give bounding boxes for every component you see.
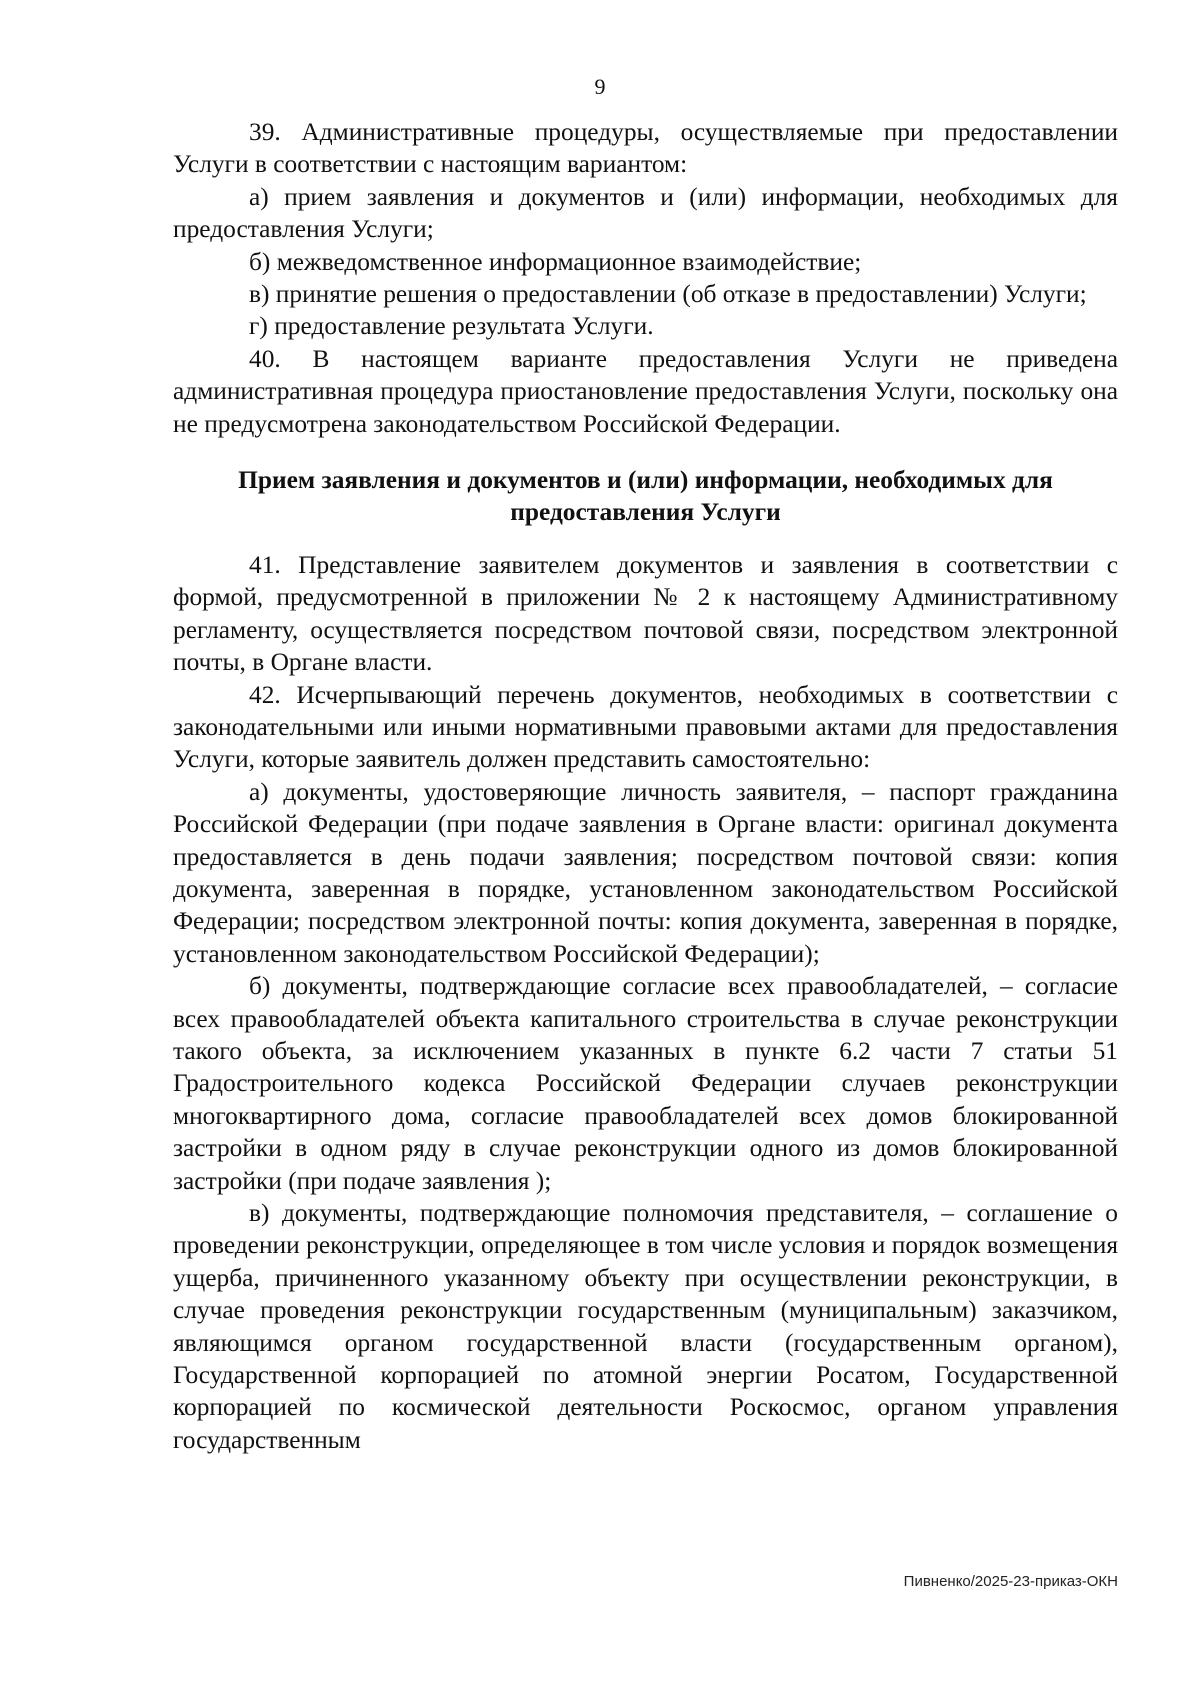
document-footer-code: Пивненко/2025-23-приказ-ОКН [903, 1573, 1118, 1590]
doc-item-b: б) документы, подтверждающие согласие всех правообладателей, – согласие всех правообладателей объекта капитального строительства в случае реконструкции такого объекта, за исключением указанных в пункте 6.2 части 7 статьи 51 Градостроительного кодекса Российской Федерации случаев реконструкции многоквартирного дома, согласие правообладателей всех домов блокированной застройки в одном ряду в случае реконструкции одного из домов блокированной застройки (при подаче заявления ); [173, 972, 1118, 1195]
paragraph-40: 40. В настоящем варианте предоставления Услуги не приведена административная процедура приостановление предоставления Услуги, поскольку она не предусмотрена законодательством Российской Федерации. [173, 344, 1118, 438]
doc-item-v: в) документы, подтверждающие полномочия представителя, – соглашение о проведении реконструкции, определяющее в том числе условия и порядок возмещения ущерба, причиненного указанному объекту при осуществлении реконструкции, в случае проведения реконструкции государственным (муниципальным) заказчиком, являющимся органом государственной власти (государственным органом), Государственной корпорацией по атомной энергии Росатом, Государственной корпорацией по космической деятельности Роскосмос, органом управления государственным [173, 1199, 1118, 1454]
list-item-g: г) предоставление результата Услуги. [249, 312, 654, 341]
list-item-v: в) принятие решения о предоставлении (об отказе в предоставлении) Услуги; [249, 280, 1087, 309]
paragraph-42: 42. Исчерпывающий перечень документов, необходимых в соответствии с законодательными или иными нормативными правовыми актами для предоставления Услуги, которые заявитель должен представить самостоятельно: [173, 680, 1118, 774]
paragraph-39: 39. Административные процедуры, осуществляемые при предоставлении Услуги в соответствии с настоящим вариантом: [173, 118, 1118, 179]
doc-item-a: а) документы, удостоверяющие личность заявителя, – паспорт гражданина Российской Федерации (при подаче заявления в Органе власти: оригинал документа предоставляется в день подачи заявления; посредством почтовой связи: копия документа, заверенная в порядке, установленном законодательством Российской Федерации; посредством электронной почты: копия документа, заверенная в порядке, установленном законодательством Российской Федерации); [173, 777, 1118, 968]
list-item-a: а) прием заявления и документов и (или) информации, необходимых для предоставления Услуги; [173, 182, 1118, 244]
document-body [173, 116, 1118, 1456]
paragraph-41: 41. Представление заявителем документов и заявления в соответствии с формой, предусмотренной в приложении № 2 к настоящему Административному регламенту, осуществляется посредством почтовой связи, посредством электронной почты, в Органе власти. [173, 550, 1118, 677]
list-item-b: б) межведомственное информационное взаимодействие; [249, 247, 862, 276]
page-number: 9 [594, 74, 606, 99]
section-heading: Прием заявления и документов и (или) информации, необходимых для предоставления Услуги [238, 466, 1053, 527]
